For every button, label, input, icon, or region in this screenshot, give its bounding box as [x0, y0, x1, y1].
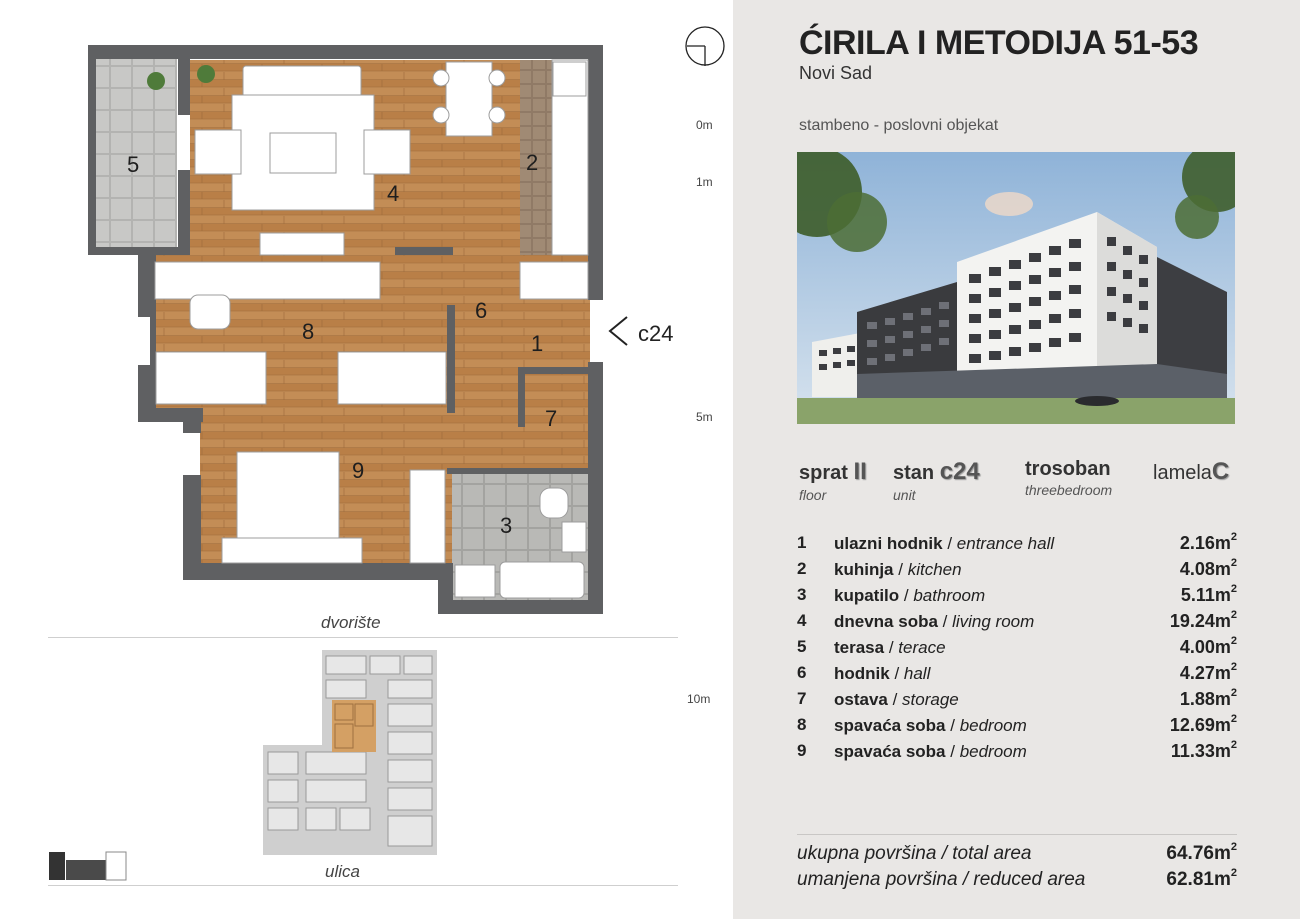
spec-type	[1025, 458, 1112, 498]
room-area: 5.11m	[1180, 585, 1231, 605]
reduced-area-value: 62.81m	[1166, 869, 1231, 890]
list-item: 2 kuhinja / kitchen $4.08m^2$	[797, 557, 1237, 579]
entrance-marker	[610, 317, 673, 346]
list-item: 3 kupatilo / bathroom $5.11m^2$	[797, 583, 1237, 605]
total-area-value: 64.76m	[1166, 843, 1231, 864]
reduced-area-label: umanjena površina / reduced area	[797, 869, 1086, 890]
room-area: 1.88m	[1179, 689, 1231, 709]
list-item: 6 hodnik / hall $4.27m^2$	[797, 661, 1237, 683]
street-label: ulica	[325, 862, 360, 881]
room-number-6: 6	[475, 298, 488, 323]
room-name-en: bedroom	[959, 742, 1027, 761]
courtyard-label: dvorište	[321, 613, 381, 632]
building-type-label: stambeno - poslovni objekat	[799, 117, 999, 134]
room-number-2: 2	[526, 150, 539, 175]
square-sup: 2	[1230, 609, 1237, 621]
room-area: 4.08m	[1179, 559, 1231, 579]
square-sup: 2	[1230, 635, 1237, 647]
square-sup: 2	[1230, 713, 1237, 725]
room-list-number: 8	[797, 715, 807, 734]
spec-unit-label: stan	[893, 462, 935, 484]
room-number-5: 5	[127, 152, 140, 177]
room-name: spavaća soba	[834, 742, 946, 761]
room-area: 11.33m	[1170, 741, 1231, 761]
divider-line	[48, 637, 678, 638]
scale-label-1m: 1m	[696, 175, 713, 189]
spec-type-sub: threebedroom	[1025, 482, 1113, 498]
total-area-label: ukupna površina / total area	[797, 843, 1032, 864]
divider-line	[48, 885, 678, 886]
building-render-image	[797, 152, 1235, 424]
entrance-unit-label: c24	[638, 321, 674, 346]
room-name-en: bathroom	[913, 586, 986, 605]
room-area: 19.24m	[1169, 611, 1231, 631]
room-list-number: 3	[797, 585, 807, 604]
room-name-en: kitchen	[907, 560, 962, 579]
city-label: Novi Sad	[799, 63, 873, 83]
chevron-left-icon	[610, 317, 627, 345]
room-list-number: 4	[797, 611, 807, 630]
room-list-number: 7	[797, 689, 807, 708]
spec-floor-value: II	[853, 458, 867, 485]
room-number-7: 7	[545, 406, 558, 431]
list-item: 7 ostava / storage $1.88m^2$	[797, 687, 1237, 709]
room-area: 4.00m	[1179, 637, 1231, 657]
room-list	[797, 533, 1237, 767]
room-number-1: 1	[531, 331, 544, 356]
list-item: 9 spavaća soba / bedroom $11.33m^2$	[797, 739, 1237, 761]
spec-type-label: trosoban	[1025, 458, 1111, 480]
scale-label-0m: 0m	[696, 118, 713, 132]
room-list-number: 5	[797, 637, 807, 656]
list-item: 1 ulazni hodnik / entrance hall $2.16m^2$	[797, 531, 1237, 553]
square-sup: 2	[1230, 661, 1237, 673]
scale-label-5m: 5m	[696, 410, 713, 424]
room-name: kupatilo	[834, 586, 900, 605]
room-name-en: living room	[952, 612, 1035, 631]
spec-lamela-value: C	[1211, 458, 1230, 485]
divider-line	[797, 834, 1237, 835]
room-area: 12.69m	[1169, 715, 1231, 735]
legend-swatch	[49, 852, 126, 880]
room-name-en: terace	[898, 638, 946, 657]
room-name: kuhinja	[834, 560, 894, 579]
room-list-number: 1	[797, 533, 807, 552]
room-name-en: storage	[902, 690, 959, 709]
square-sup: 2	[1230, 841, 1237, 853]
room-name: hodnik	[834, 664, 890, 683]
spec-unit-sub: unit	[893, 487, 916, 503]
spec-unit	[893, 458, 980, 503]
room-list-number: 9	[797, 741, 807, 760]
room-list-number: 6	[797, 663, 807, 682]
room-list-number: 2	[797, 559, 807, 578]
room-name: dnevna soba	[834, 612, 938, 631]
room-area: 2.16m	[1179, 533, 1231, 553]
room-number-4: 4	[387, 181, 400, 206]
square-sup: 2	[1230, 867, 1237, 879]
terrace-floor	[95, 55, 177, 247]
room-number-8: 8	[302, 319, 315, 344]
room-name: ostava	[834, 690, 888, 709]
info-panel	[733, 0, 1300, 919]
site-key-plan	[263, 650, 437, 855]
room-number-3: 3	[500, 513, 513, 538]
room-name: spavaća soba	[834, 716, 946, 735]
room-name-en: bedroom	[959, 716, 1027, 735]
room-number-9: 9	[352, 458, 365, 483]
spec-lamela	[1153, 458, 1229, 486]
spec-unit-value: c24	[939, 458, 980, 485]
compass-icon	[686, 27, 724, 66]
list-item: 8 spavaća soba / bedroom $12.69m^2$	[797, 713, 1237, 735]
square-sup: 2	[1230, 739, 1237, 751]
room-name-en: entrance hall	[956, 534, 1055, 553]
list-item: 5 terasa / terace $4.00m^2$	[797, 635, 1237, 657]
room-area: 4.27m	[1179, 663, 1231, 683]
room-name: terasa	[834, 638, 885, 657]
reduced-area-row	[797, 869, 1237, 895]
spec-floor-label: sprat	[799, 462, 848, 484]
page-title: ĆIRILA I METODIJA 51-53	[799, 24, 1199, 62]
square-sup: 2	[1230, 583, 1237, 595]
square-sup: 2	[1230, 557, 1237, 569]
square-sup: 2	[1230, 687, 1237, 699]
spec-floor	[799, 458, 867, 503]
scale-label-10m: 10m	[687, 692, 711, 706]
spec-lamela-label: lamela	[1153, 462, 1212, 484]
spec-floor-sub: floor	[799, 487, 827, 503]
room-name: ulazni hodnik	[834, 534, 943, 553]
list-item: 4 dnevna soba / living room $19.24m^2$	[797, 609, 1237, 631]
square-sup: 2	[1230, 531, 1237, 543]
room-name-en: hall	[903, 664, 931, 683]
total-area-row	[797, 843, 1237, 869]
